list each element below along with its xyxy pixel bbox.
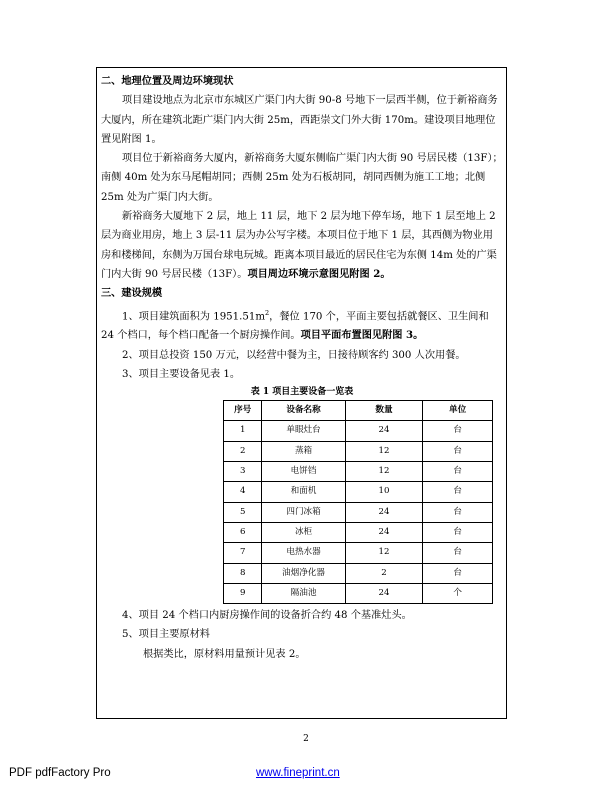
- table-cell: 24: [345, 583, 423, 603]
- table-cell: 台: [423, 563, 493, 583]
- footer-pdf-label: PDF pdfFactory Pro: [9, 767, 111, 779]
- table-row: [224, 441, 493, 461]
- table-row: [224, 583, 493, 603]
- table-cell: 1: [224, 421, 262, 441]
- table-cell: 3: [224, 462, 262, 482]
- table-row: [224, 543, 493, 563]
- item-4: 4、项目 24 个档口内厨房操作间的设备折合约 48 个基准灶头。: [122, 610, 412, 622]
- table-row: [224, 462, 493, 482]
- table-cell: 电热水器: [262, 543, 345, 563]
- page-number: 2: [303, 734, 309, 744]
- table-cell: 台: [423, 522, 493, 542]
- item-2: 2、项目总投资 150 万元，以经营中餐为主，日接待顾客约 300 人次用餐。: [122, 349, 466, 361]
- item-5: 5、项目主要原材料: [122, 629, 210, 641]
- table-cell: 24: [345, 421, 423, 441]
- table-row: [224, 502, 493, 522]
- table-cell: 12: [345, 543, 423, 563]
- table-cell: 8: [224, 563, 262, 583]
- table-cell: 油烟净化器: [262, 563, 345, 583]
- table-cell: 冰柜: [262, 522, 345, 542]
- item-1-superscript: 2: [265, 308, 270, 317]
- header-unit: 单位: [423, 401, 493, 421]
- section-heading-location: 二、地理位置及周边环境现状: [101, 75, 234, 87]
- table-row: [224, 563, 493, 583]
- table-cell: 四门冰箱: [262, 502, 345, 522]
- table-row: [224, 482, 493, 502]
- table-cell: 个: [423, 583, 493, 603]
- table-cell: 台: [423, 421, 493, 441]
- item-3: 3、项目主要设备见表 1。: [122, 368, 241, 380]
- table-cell: 24: [345, 522, 423, 542]
- paragraph-building-text: 新裕商务大厦地下 2 层，地上 11 层，地下 2 层为地下停车场，地下 1 层至地上 2 层为商业用房，地上 3 层-11 层为办公写字楼。本项目位于地下 1 层，其西侧为物业用房和楼梯间，东侧为万国台球电玩城。距离本项目最近的居民住宅为东侧 14m 处的广渠门内大街 90 号居民楼（13F）。: [101, 211, 497, 280]
- table-cell: 台: [423, 482, 493, 502]
- table-cell: 2: [224, 441, 262, 461]
- header-qty: 数量: [345, 401, 423, 421]
- table-cell: 隔油池: [262, 583, 345, 603]
- table-cell: 12: [345, 441, 423, 461]
- table-cell: 台: [423, 502, 493, 522]
- table-cell: 5: [224, 502, 262, 522]
- paragraph-surroundings: 项目位于新裕商务大厦内，新裕商务大厦东侧临广渠门内大街 90 号居民楼（13F）；南侧 40m 处为东马尾帽胡同；西侧 25m 处为石板胡同，胡同西侧为施工工地；北侧 25m 处为广渠门内大街。: [101, 153, 503, 203]
- table-cell: 台: [423, 462, 493, 482]
- document-body: [101, 72, 503, 664]
- item-1-text-pre: 1、项目建筑面积为 1951.51m: [122, 310, 266, 322]
- table-cell: 单眼灶台: [262, 421, 345, 441]
- table-caption: 表 1 项目主要设备一览表: [250, 387, 354, 398]
- table-cell: 2: [345, 563, 423, 583]
- header-name: 设备名称: [262, 401, 345, 421]
- table-cell: 台: [423, 543, 493, 563]
- table-cell: 和面机: [262, 482, 345, 502]
- table-cell: 台: [423, 441, 493, 461]
- table-cell: 10: [345, 482, 423, 502]
- table-header-row: [224, 401, 493, 421]
- table-cell: 6: [224, 522, 262, 542]
- section-heading-scale: 三、建设规模: [101, 287, 163, 300]
- item-1-bold: 项目平面布置图见附图 3。: [300, 329, 424, 342]
- item-1: [101, 304, 503, 346]
- table-cell: 9: [224, 583, 262, 603]
- table-container: [101, 400, 503, 604]
- table-row: [224, 421, 493, 441]
- paragraph-building: [101, 207, 503, 284]
- table-cell: 12: [345, 462, 423, 482]
- table-cell: 4: [224, 482, 262, 502]
- item-1-text-post: ，餐位 170 个，平面主要包括就餐区、卫生间和 24 个档口，每个档口配备一个厨房操作间。: [101, 310, 489, 342]
- footer-link[interactable]: www.fineprint.cn: [256, 767, 340, 779]
- table-cell: 电饼铛: [262, 462, 345, 482]
- equipment-table: [223, 400, 493, 604]
- table-row: [224, 522, 493, 542]
- header-no: 序号: [224, 401, 262, 421]
- table-cell: 7: [224, 543, 262, 563]
- paragraph-building-bold: 项目周边环境示意图见附图 2。: [247, 267, 391, 280]
- table-cell: 蒸箱: [262, 441, 345, 461]
- table-cell: 24: [345, 502, 423, 522]
- paragraph-location: 项目建设地点为北京市东城区广渠门内大街 90-8 号地下一层西半侧，位于新裕商务大厦内，所在建筑北距广渠门内大街 25m，西距崇文门外大街 170m。建设项目地理位置见附图 1。: [101, 95, 498, 145]
- item-5-text: 根据类比，原材料用量预计见表 2。: [143, 648, 306, 660]
